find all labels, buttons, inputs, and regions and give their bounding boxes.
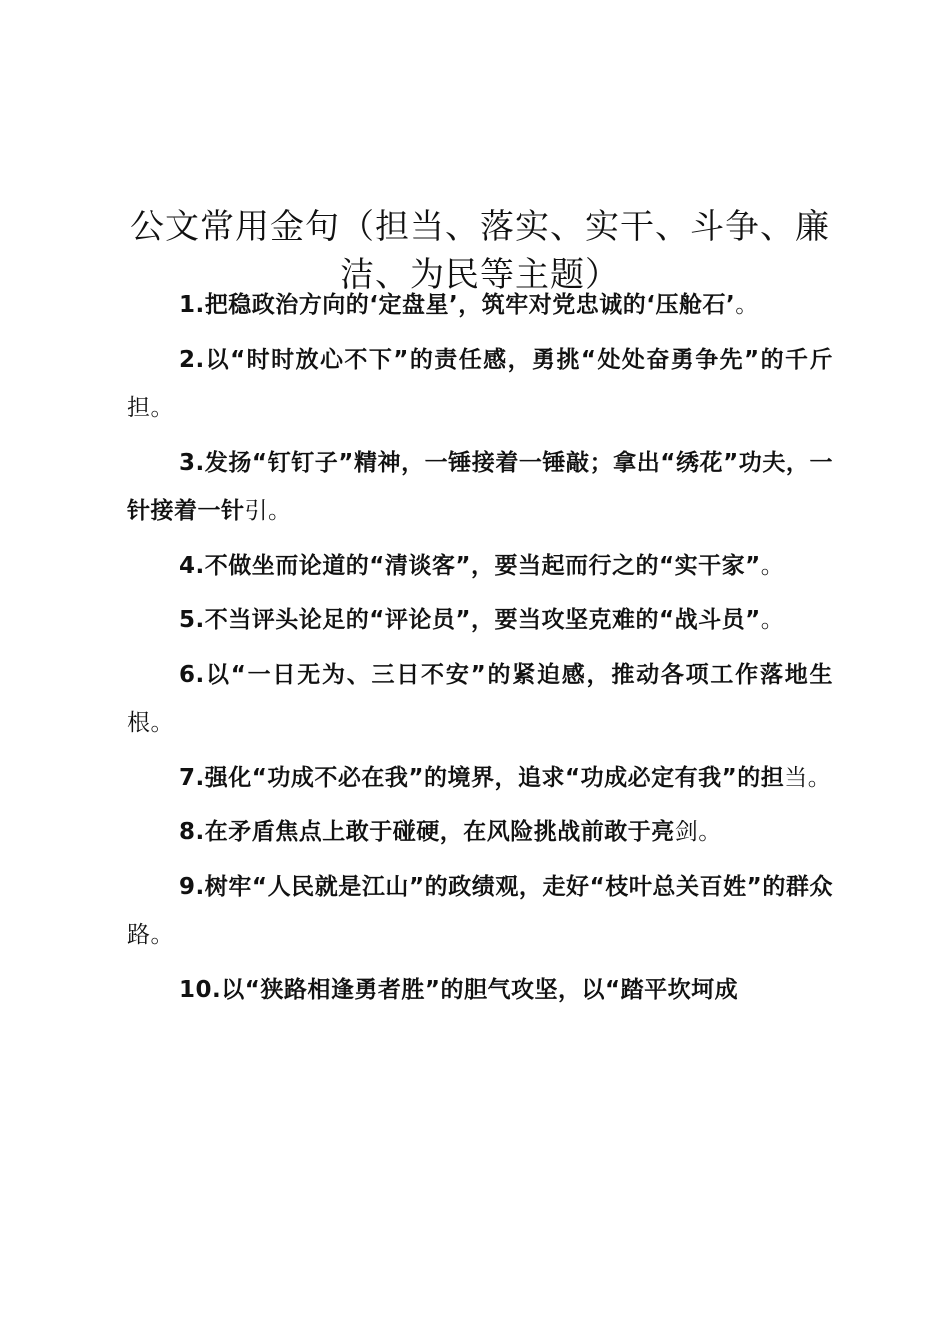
quote-tail: 。 (735, 292, 759, 318)
quote-text: 4.不做坐而论道的“清谈客”，要当起而行之的“实干家” (179, 552, 761, 579)
quote-tail: 。 (760, 552, 785, 579)
quote-text: 1.把稳政治方向的‘定盘星’，筑牢对党忠诚的‘压舱石’ (179, 292, 736, 318)
quote-list (127, 281, 833, 1020)
document-title: 公文常用金句（担当、落实、实干、斗争、廉洁、为民等主题） (130, 206, 830, 295)
quote-tail: 根。 (127, 710, 174, 736)
quote-item-7 (127, 754, 833, 803)
quote-tail: 路。 (127, 922, 174, 948)
quote-item-2 (127, 336, 833, 433)
quote-item-10 (127, 966, 833, 1015)
quote-text: 9.树牢“人民就是江山”的政绩观，走好“枝叶总关百姓”的群众 (179, 873, 833, 900)
quote-text: 7.强化“功成不必在我”的境界，追求“功成必定有我”的担 (179, 764, 785, 791)
quote-item-8 (127, 808, 833, 857)
quote-item-4 (127, 542, 833, 591)
quote-item-1 (127, 281, 833, 330)
quote-text: 2.以“时时放心不下”的责任感，勇挑“处处奋勇争先”的千斤 (179, 346, 833, 373)
quote-text: 6.以“一日无为、三日不安”的紧迫感，推动各项工作落地生 (179, 661, 833, 688)
quote-text: 5.不当评头论足的“评论员”，要当攻坚克难的“战斗员” (179, 607, 761, 633)
quote-item-6 (127, 651, 833, 748)
quote-tail: 。 (760, 607, 785, 633)
quote-tail: 担。 (127, 395, 174, 421)
quote-text: 8.在矛盾焦点上敢于碰硬，在风险挑战前敢于亮 (179, 819, 675, 845)
quote-tail: 当。 (784, 764, 832, 791)
quote-item-9 (127, 863, 833, 960)
quote-text: 3.发扬“钉钉子”精神，一锤接着一锤敲；拿出“绣花”功夫，一针接着一针 (127, 449, 833, 524)
quote-text: 10.以“狭路相逢勇者胜”的胆气攻坚，以“踏平坎坷成 (179, 976, 739, 1003)
quote-item-3 (127, 439, 833, 536)
quote-tail: 引。 (244, 498, 292, 524)
quote-tail: 剑。 (674, 819, 722, 845)
quote-item-5 (127, 596, 833, 645)
